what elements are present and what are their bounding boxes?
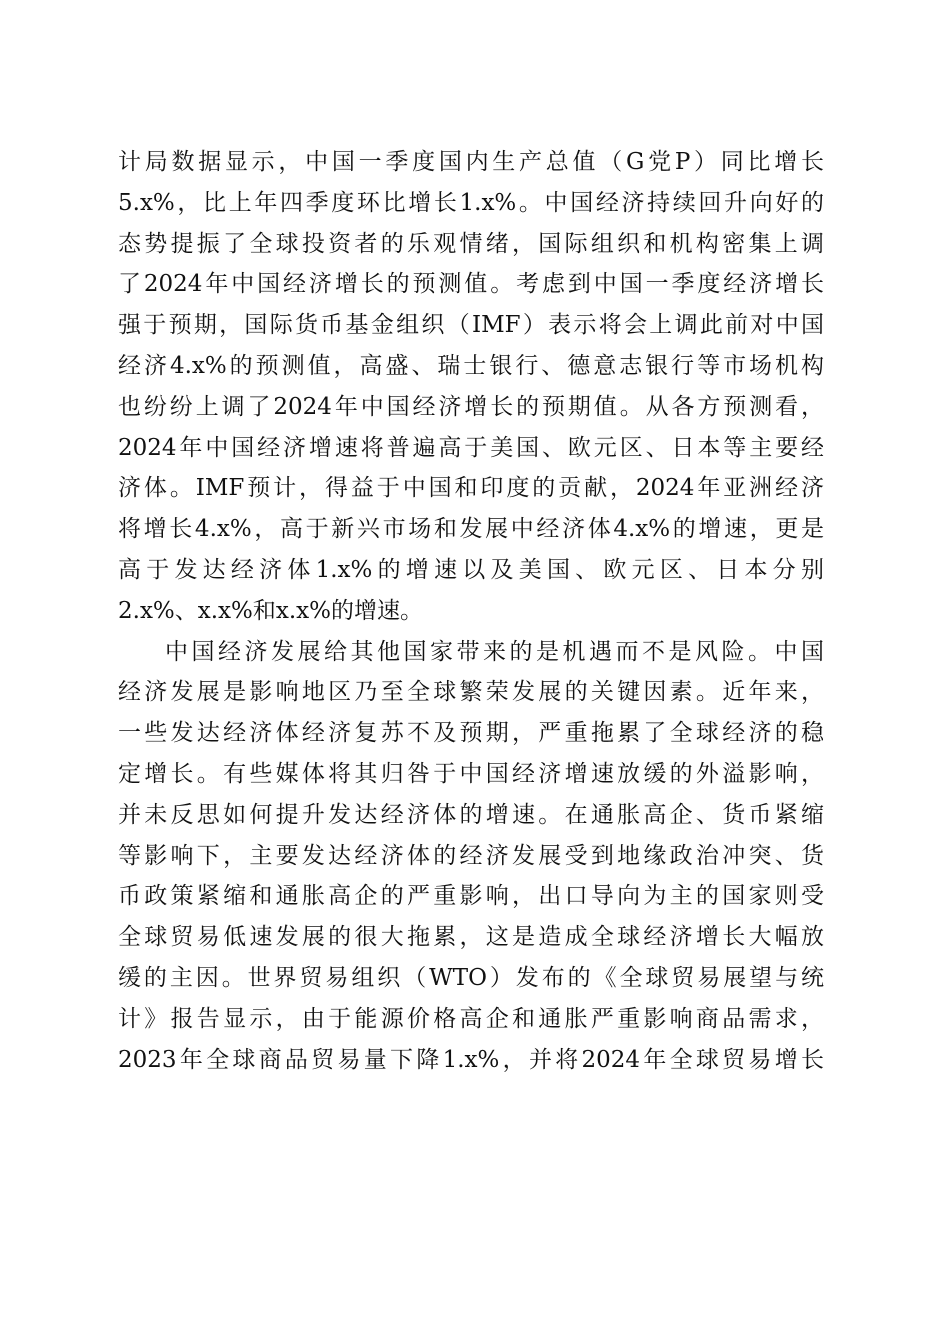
text-line: 币政策紧缩和通胀高企的严重影响，出口导向为主的国家则受 xyxy=(118,883,824,910)
text-line: 计局数据显示，中国一季度国内生产总值（G党P）同比增长 xyxy=(118,149,824,175)
text-line: 经济发展是影响地区乃至全球繁荣发展的关键因素。近年来， xyxy=(118,679,824,706)
paragraph-2 xyxy=(118,632,824,1081)
text-line: 并未反思如何提升发达经济体的增速。在通胀高企、货币紧缩 xyxy=(118,801,824,828)
text-line: 也纷纷上调了2024年中国经济增长的预期值。从各方预测看， xyxy=(118,393,824,420)
text-line: 2024年中国经济增速将普遍高于美国、欧元区、日本等主要经 xyxy=(118,434,824,461)
text-line: 态势提振了全球投资者的乐观情绪，国际组织和机构密集上调 xyxy=(118,230,824,257)
text-line: 定增长。有些媒体将其归咎于中国经济增速放缓的外溢影响， xyxy=(118,760,824,787)
text-line: 2023年全球商品贸易量下降1.x%，并将2024年全球贸易增长 xyxy=(118,1046,824,1073)
text-line: 将增长4.x%，高于新兴市场和发展中经济体4.x%的增速，更是 xyxy=(118,516,824,543)
text-line: 等影响下，主要发达经济体的经济发展受到地缘政治冲突、货 xyxy=(118,842,824,869)
text-line: 全球贸易低速发展的很大拖累，这是造成全球经济增长大幅放 xyxy=(118,924,824,951)
text-line: 高于发达经济体1.x%的增速以及美国、欧元区、日本分别 xyxy=(118,556,824,583)
document-body xyxy=(118,142,824,1080)
text-line: 经济4.x%的预测值，高盛、瑞士银行、德意志银行等市场机构 xyxy=(118,352,824,379)
text-line: 一些发达经济体经济复苏不及预期，严重拖累了全球经济的稳 xyxy=(118,720,824,747)
text-line: 2.x%、x.x%和x.x%的增速。 xyxy=(118,597,423,624)
text-line: 5.x%，比上年四季度环比增长1.x%。中国经济持续回升向好的 xyxy=(118,189,824,216)
text-line: 强于预期，国际货币基金组织（IMF）表示将会上调此前对中国 xyxy=(118,312,824,339)
text-line: 济体。IMF预计，得益于中国和印度的贡献，2024年亚洲经济 xyxy=(118,475,824,502)
paragraph-1 xyxy=(118,142,824,632)
text-line: 计》报告显示，由于能源价格高企和通胀严重影响商品需求， xyxy=(118,1005,824,1032)
text-line: 缓的主因。世界贸易组织（WTO）发布的《全球贸易展望与统 xyxy=(118,964,824,991)
text-line: 中国经济发展给其他国家带来的是机遇而不是风险。中国 xyxy=(165,638,824,665)
text-line: 了2024年中国经济增长的预测值。考虑到中国一季度经济增长 xyxy=(118,271,824,298)
